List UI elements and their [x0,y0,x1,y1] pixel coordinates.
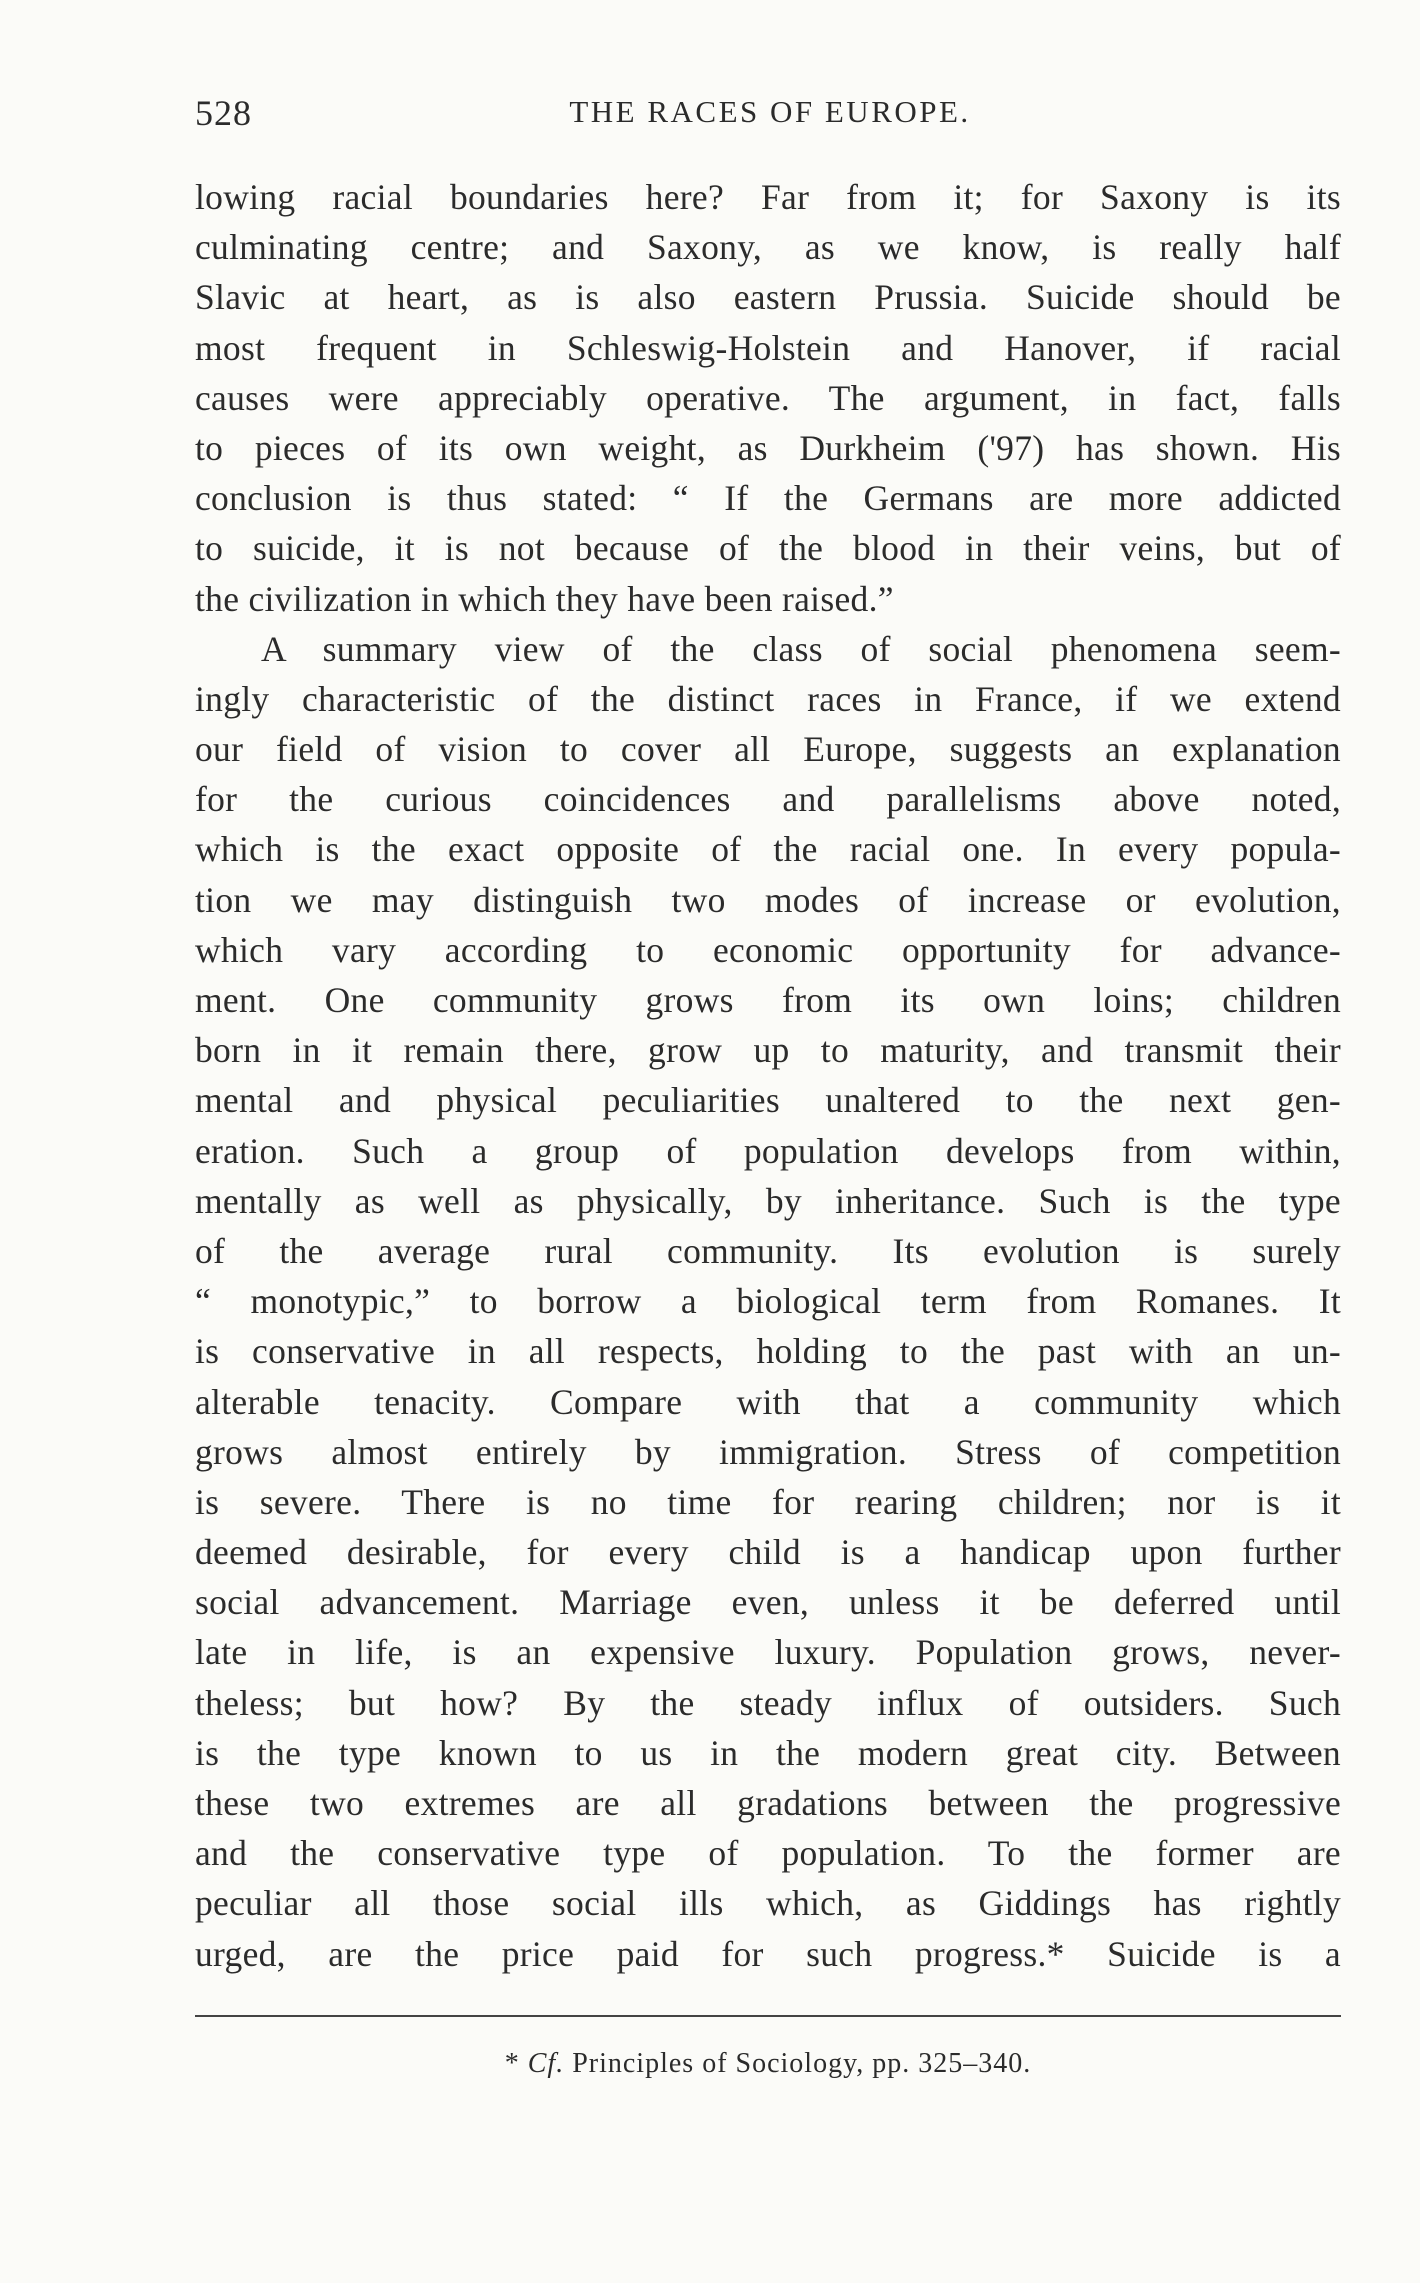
text-line: born in it remain there, grow up to maturity, and transmit their [195,1030,1341,1071]
text-line: is conservative in all respects, holding to the past with an un- [195,1331,1341,1372]
text-line: which vary according to economic opportunity for advance- [195,929,1341,970]
text-line: deemed desirable, for every child is a handicap upon further [195,1532,1341,1573]
text-line: mental and physical peculiarities unaltered to the next gen- [195,1080,1341,1121]
text-line: late in life, is an expensive luxury. Population grows, never- [195,1632,1341,1673]
text-line: culminating centre; and Saxony, as we know, is really half [195,227,1341,268]
text-line: is the type known to us in the modern great city. Between [195,1732,1341,1773]
text-line: mentally as well as physically, by inheritance. Such is the type [195,1180,1341,1221]
text-line: our field of vision to cover all Europe, suggests an explanation [195,729,1341,770]
footnote-text: Principles of Sociology, pp. 325–340. [572,2048,1032,2079]
text-line: social advancement. Marriage even, unless it be deferred until [195,1582,1341,1623]
footnote-marker: * [504,2048,520,2079]
text-line: theless; but how? By the steady influx of outsiders. Such [195,1682,1341,1723]
page-number: 528 [195,93,252,133]
text-line: causes were appreciably operative. The argument, in fact, falls [195,377,1341,418]
text-line: and the conservative type of population. To the former are [195,1833,1341,1874]
text-line: these two extremes are all gradations between the progressive [195,1783,1341,1823]
text-line: urged, are the price paid for such progress.* Suicide is a [195,1933,1341,1974]
text-line: “ monotypic,” to borrow a biological term from Romanes. It [195,1281,1341,1322]
text-line: which is the exact opposite of the racial one. In every popula- [195,829,1341,870]
text-line: to suicide, it is not because of the blood in their veins, but of [195,528,1341,569]
text-line: lowing racial boundaries here? Far from it; for Saxony is its [195,177,1341,217]
running-head: THE RACES OF EUROPE. [569,94,971,129]
text-line: for the curious coincidences and parallelisms above noted, [195,779,1341,820]
footnote-divider [195,2015,1341,2017]
text-line: peculiar all those social ills which, as Giddings has rightly [195,1883,1341,1924]
paragraph-end-line: the civilization in which they have been raised.” [195,578,894,619]
text-line: ingly characteristic of the distinct races in France, if we extend [195,678,1341,719]
text-line: eration. Such a group of population develops from within, [195,1130,1341,1171]
text-line: is severe. There is no time for rearing children; nor is it [195,1481,1341,1522]
text-line: conclusion is thus stated: “ If the Germans are more addicted [195,478,1341,519]
paragraph-start-line: A summary view of the class of social phenomena seem- [261,628,1341,669]
body-text [195,172,1341,1979]
text-line: of the average rural community. Its evolution is surely [195,1230,1341,1271]
text-line: most frequent in Schleswig-Holstein and Hanover, if racial [195,327,1341,368]
text-line: grows almost entirely by immigration. Stress of competition [195,1431,1341,1472]
text-line: alterable tenacity. Compare with that a community which [195,1381,1341,1422]
footnote-cf: Cf. [527,2048,565,2079]
text-line: tion we may distinguish two modes of increase or evolution, [195,879,1341,920]
page-header [195,92,1345,142]
footnote [195,2048,1341,2080]
text-line: to pieces of its own weight, as Durkheim ('97) has shown. His [195,427,1341,468]
text-line: Slavic at heart, as is also eastern Prussia. Suicide should be [195,277,1341,318]
text-line: ment. One community grows from its own loins; children [195,980,1341,1020]
